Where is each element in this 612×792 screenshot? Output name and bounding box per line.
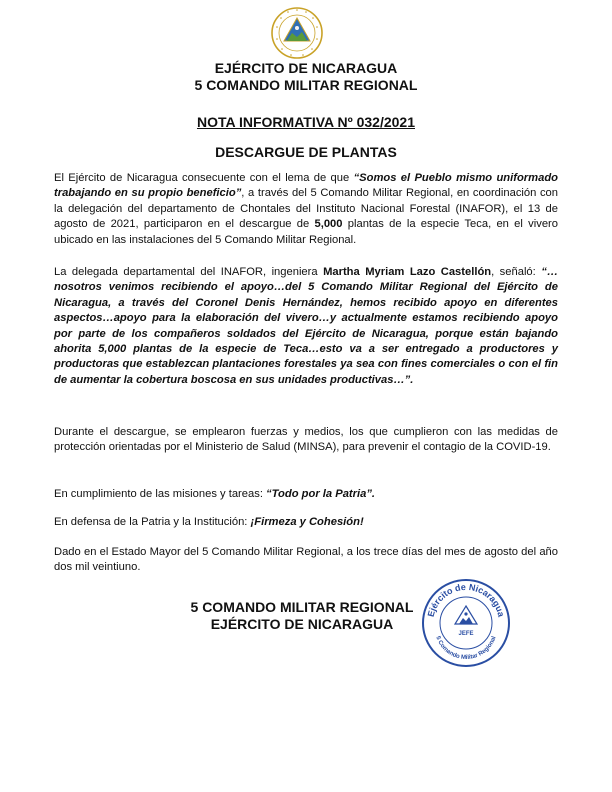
p5-motto: ¡Firmeza y Cohesión! — [250, 516, 364, 528]
paragraph-6: Dado en el Estado Mayor del 5 Comando Militar Regional, a los trece días del mes de agosto del año dos mil veintiuno. — [54, 546, 558, 574]
paragraph-2 — [54, 265, 558, 388]
header-command: 5 COMANDO MILITAR REGIONAL — [194, 77, 418, 93]
signature-institution: EJÉRCITO DE NICARAGUA — [210, 616, 394, 632]
signature-block — [186, 599, 418, 633]
p1-text-b: , a través del 5 Comando Militar Regional, en coordinación con la delegación del departamento de Chontales del Instituto Nacional Forestal (INAFOR), el 13 de agosto de 2021, participaron en el descargue de — [54, 187, 558, 231]
note-title: NOTA INFORMATIVA Nº 032/2021 — [196, 114, 415, 130]
p2-quote: “…nosotros venimos recibiendo el apoyo…del 5 Comando Militar Regional del Ejército de Nicaragua, a través del Coronel Denis Hernández, hemos recibido apoyo en diferentes aspectos…apoyo para la elaboración del vivero…y actualmente estamos recibiendo apoyo por parte de los compañeros soldados del Ejército de Nicaragua, porque están bajando ahorita 5,000 plantas de la especie de Teca…esto va a ser entregado a productores y productoras que establezcan plantaciones forestales ya sea con fines comerciales o con el fin de aumentar la cobertura boscosa en sus unidades productivas…”. — [54, 266, 558, 386]
p4-motto: “Todo por la Patria”. — [266, 488, 376, 500]
p2-text-a: La delegada departamental del INAFOR, ingeniera — [54, 266, 324, 278]
p4-text: En cumplimiento de las misiones y tareas: — [54, 488, 267, 500]
nicaragua-coat-of-arms-icon — [270, 6, 324, 60]
p2-person-name: Martha Myriam Lazo Castellón — [323, 266, 492, 278]
official-stamp-icon — [421, 578, 511, 668]
paragraph-1 — [54, 171, 558, 248]
p1-amount: 5,000 — [314, 218, 343, 231]
svg-text:JEFE: JEFE — [458, 631, 474, 637]
p1-motto: “Somos el Pueblo mismo uniformado trabajando en su propio beneficio” — [54, 172, 558, 200]
p1-text-a: El Ejército de Nicaragua consecuente con el lema de que — [54, 172, 354, 184]
paragraph-4 — [54, 487, 558, 502]
p1-text-c: plantas de la especie Teca, en el vivero ubicado en las instalaciones del 5 Comando Militar Regional. — [54, 218, 558, 246]
p2-text-b: , señaló: — [491, 266, 542, 278]
signature-command: 5 COMANDO MILITAR REGIONAL — [190, 599, 414, 615]
paragraph-5 — [54, 515, 558, 530]
p5-text: En defensa de la Patria y la Institución: — [54, 516, 251, 528]
svg-text:Ejército de Nicaragua: Ejército de Nicaragua — [425, 581, 507, 618]
svg-text:5 Comando Militar Regional: 5 Comando Militar Regional — [434, 635, 498, 662]
paragraph-3: Durante el descargue, se emplearon fuerzas y medios, los que cumplieron con las medidas de protección orientadas por el Ministerio de Salud (MINSA), para prevenir el contagio de la COVID-19. — [54, 426, 558, 454]
header-institution: EJÉRCITO DE NICARAGUA — [214, 60, 398, 76]
document-header — [0, 60, 612, 94]
subject-title: DESCARGUE DE PLANTAS — [215, 144, 397, 160]
